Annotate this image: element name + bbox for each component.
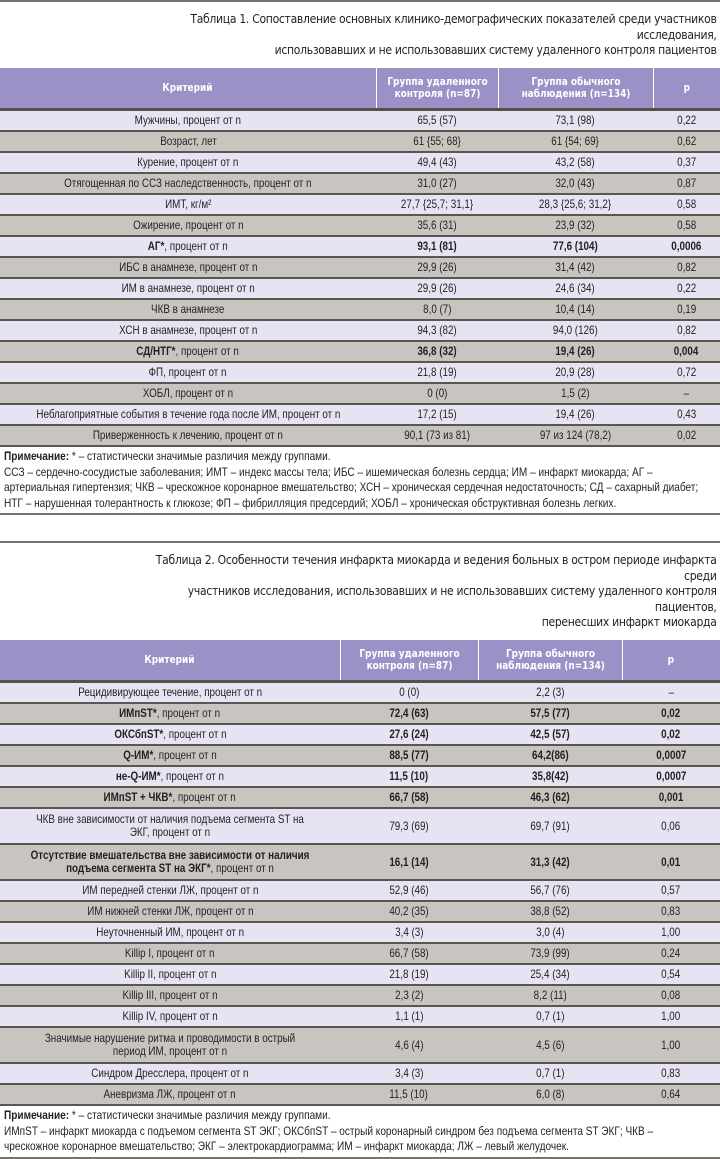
- table-row: [0, 844, 720, 880]
- remote-group-value: 66,7 (58): [340, 787, 478, 808]
- criterion-label: Killip IV, процент от n: [122, 1009, 218, 1023]
- p-value: 0,64: [622, 1084, 720, 1105]
- table1-body: [0, 110, 720, 447]
- criterion-cell: [0, 901, 340, 922]
- table1-header-row: [0, 68, 720, 110]
- criterion-cell: [0, 985, 340, 1006]
- usual-group-value: 73,9 (99): [478, 943, 622, 964]
- remote-group-value: 36,8 (32): [376, 341, 498, 362]
- criterion-bold-label: ОКСбпST*: [113, 727, 163, 741]
- table-row: [0, 682, 720, 704]
- usual-group-value: 25,4 (34): [478, 964, 622, 985]
- remote-group-value: 2,3 (2): [340, 985, 478, 1006]
- table-row: [0, 922, 720, 943]
- remote-group-value: 0 (0): [376, 383, 498, 404]
- usual-group-value: 6,0 (8): [478, 1084, 622, 1105]
- table-row: [0, 278, 720, 299]
- remote-group-value: 40,2 (35): [340, 901, 478, 922]
- criterion-cell: [0, 682, 340, 704]
- usual-group-value: 10,4 (14): [498, 299, 653, 320]
- criterion-cell: [0, 703, 340, 724]
- usual-group-value: 3,0 (4): [478, 922, 622, 943]
- remote-group-value: 4,6 (4): [340, 1027, 478, 1063]
- usual-group-value: 94,0 (126): [498, 320, 653, 341]
- table2-caption: [0, 543, 720, 640]
- p-value: 0,0007: [622, 745, 720, 766]
- p-value: 0,02: [653, 425, 720, 446]
- usual-group-value: 31,4 (42): [498, 257, 653, 278]
- criterion-cell: [0, 341, 376, 362]
- criterion-cell: [0, 922, 340, 943]
- criterion-cell: [0, 766, 340, 787]
- criterion-label: Killip III, процент от n: [122, 988, 218, 1002]
- criterion-cell: [0, 215, 376, 236]
- table-row: [0, 215, 720, 236]
- criterion-label: , процент от n: [172, 790, 237, 804]
- remote-group-value: 52,9 (46): [340, 880, 478, 901]
- criterion-label: , процент от n: [175, 344, 240, 358]
- table-row: [0, 425, 720, 446]
- usual-group-value: 19,4 (26): [498, 404, 653, 425]
- usual-group-value: 32,0 (43): [498, 173, 653, 194]
- criterion-label: ИМ в анамнезе, процент от n: [121, 281, 255, 295]
- remote-group-value: 27,6 (24): [340, 724, 478, 745]
- remote-group-value: 29,9 (26): [376, 257, 498, 278]
- table-row: [0, 901, 720, 922]
- criterion-cell: [0, 425, 376, 446]
- table1-note: [0, 447, 720, 515]
- table-row: [0, 703, 720, 724]
- usual-group-value: 0,7 (1): [478, 1006, 622, 1027]
- table-row: [0, 985, 720, 1006]
- criterion-cell: [0, 152, 376, 173]
- criterion-cell: [0, 787, 340, 808]
- criterion-cell: [0, 362, 376, 383]
- criterion-label: ИМ нижней стенки ЛЖ, процент от n: [86, 904, 254, 918]
- remote-group-value: 29,9 (26): [376, 278, 498, 299]
- p-value: 1,00: [622, 922, 720, 943]
- criterion-label: ЧКВ в анамнезе: [151, 302, 225, 316]
- usual-group-value: 31,3 (42): [478, 844, 622, 880]
- p-value: 0,19: [653, 299, 720, 320]
- criterion-label: Курение, процент от n: [137, 155, 239, 169]
- remote-group-value: 90,1 (73 из 81): [376, 425, 498, 446]
- remote-group-value: 11,5 (10): [340, 766, 478, 787]
- criterion-cell: [0, 236, 376, 257]
- criterion-label: Аневризма ЛЖ, процент от n: [103, 1087, 237, 1101]
- p-value: 0,001: [622, 787, 720, 808]
- header-usual-group: Группа обычного наблюдения (n=134): [498, 68, 653, 110]
- remote-group-value: 49,4 (43): [376, 152, 498, 173]
- remote-group-value: 88,5 (77): [340, 745, 478, 766]
- remote-group-value: 66,7 (58): [340, 943, 478, 964]
- criterion-bold-label: ИМпST*: [119, 706, 158, 720]
- criterion-cell: [0, 383, 376, 404]
- criterion-label: Неуточненный ИМ, процент от n: [96, 925, 244, 939]
- criterion-label: ФП, процент от n: [149, 365, 227, 379]
- table2-note-label: Примечание:: [4, 1108, 70, 1122]
- table-row: [0, 404, 720, 425]
- table-row: [0, 766, 720, 787]
- usual-group-value: 1,5 (2): [498, 383, 653, 404]
- table-row: [0, 943, 720, 964]
- table-row: [0, 131, 720, 152]
- criterion-label: , процент от n: [164, 239, 228, 253]
- remote-group-value: 21,8 (19): [340, 964, 478, 985]
- header-remote-group: Группа удаленного контроля (n=87): [376, 68, 498, 110]
- remote-group-value: 27,7 {25,7; 31,1}: [376, 194, 498, 215]
- table2-note: [0, 1106, 720, 1159]
- usual-group-value: 61 {54; 69}: [498, 131, 653, 152]
- table-row: [0, 173, 720, 194]
- remote-group-value: 21,8 (19): [376, 362, 498, 383]
- table1-caption-line2: использовавших и не использовавших систему удаленного контроля пациентов: [274, 42, 717, 57]
- criterion-label: , процент от n: [160, 769, 225, 783]
- p-value: 1,00: [622, 1027, 720, 1063]
- table-row: [0, 1063, 720, 1084]
- table1-note-abbreviations: ССЗ – сердечно-сосудистые заболевания; ИМТ – индекс массы тела; ИБС – ишемическая болезнь сердца; ИМ – инфаркт миокарда; АГ – артериальная гипертензия; ЧКВ – чрескожное коронарное вмешательство; ХСН – хроническая сердечная недостаточность; СД – сахарный диабет; НТГ – нарушенная толерантность к глюкозе; ФП – фибрилляция предсердий; ХОБЛ – хроническая обструктивная болезнь легких.: [4, 464, 699, 510]
- criterion-label: Мужчины, процент от n: [134, 113, 242, 127]
- criterion-cell: [0, 745, 340, 766]
- p-value: 0,87: [653, 173, 720, 194]
- header-criterion: Критерий: [0, 68, 376, 110]
- usual-group-value: 38,8 (52): [478, 901, 622, 922]
- remote-group-value: 0 (0): [340, 682, 478, 704]
- table-row: [0, 808, 720, 844]
- remote-group-value: 94,3 (82): [376, 320, 498, 341]
- remote-group-value: 35,6 (31): [376, 215, 498, 236]
- criterion-label: , процент от n: [210, 861, 274, 875]
- p-value: 0,0006: [653, 236, 720, 257]
- table-row: [0, 362, 720, 383]
- usual-group-value: 57,5 (77): [478, 703, 622, 724]
- table-row: [0, 383, 720, 404]
- table-row: [0, 341, 720, 362]
- header-criterion: Критерий: [0, 640, 340, 682]
- p-value: 0,02: [622, 703, 720, 724]
- criterion-bold-label: Отсутствие вмешательства вне зависимости от наличия подъема сегмента ST на ЭКГ*: [30, 848, 310, 875]
- usual-group-value: 73,1 (98): [498, 110, 653, 132]
- remote-group-value: 72,4 (63): [340, 703, 478, 724]
- criterion-label: Приверженность к лечению, процент от n: [92, 428, 284, 442]
- table-row: [0, 1027, 720, 1063]
- remote-group-value: 79,3 (69): [340, 808, 478, 844]
- usual-group-value: 19,4 (26): [498, 341, 653, 362]
- criterion-label: Возраст, лет: [159, 134, 217, 148]
- usual-group-value: 64,2(86): [478, 745, 622, 766]
- remote-group-value: 16,1 (14): [340, 844, 478, 880]
- remote-group-value: 31,0 (27): [376, 173, 498, 194]
- p-value: 0,22: [653, 110, 720, 132]
- usual-group-value: 69,7 (91): [478, 808, 622, 844]
- criterion-cell: [0, 724, 340, 745]
- criterion-label: Отягощенная по ССЗ наследственность, процент от n: [64, 176, 312, 190]
- table-row: [0, 964, 720, 985]
- remote-group-value: 93,1 (81): [376, 236, 498, 257]
- criterion-label: Killip I, процент от n: [125, 946, 215, 960]
- criterion-cell: [0, 844, 340, 880]
- criterion-bold-label: СД/НТГ*: [136, 344, 176, 358]
- table2-note-text: * – статистически значимые различия между группами.: [69, 1108, 331, 1122]
- criterion-label: ИМТ, кг/м²: [164, 197, 212, 211]
- criterion-bold-label: Q-ИМ*: [123, 748, 154, 762]
- table-row: [0, 194, 720, 215]
- table2-caption-line3: перенесших инфаркт миокарда: [541, 614, 717, 629]
- table2-note-abbreviations: ИМпST – инфаркт миокарда с подъемом сегмента ST ЭКГ; ОКСбпST – острый коронарный синдром без подъема сегмента ST ЭКГ; ЧКВ – чрескожное коронарное вмешательство; ЭКГ – электрокардиограмма; ИМ – инфаркт миокарда; ЛЖ – левый желудочек.: [4, 1123, 654, 1153]
- criterion-cell: [0, 194, 376, 215]
- usual-group-value: 56,7 (76): [478, 880, 622, 901]
- remote-group-value: 17,2 (15): [376, 404, 498, 425]
- header-remote-group: Группа удаленного контроля (n=87): [340, 640, 478, 682]
- usual-group-value: 28,3 {25,6; 31,2}: [498, 194, 653, 215]
- usual-group-value: 4,5 (6): [478, 1027, 622, 1063]
- header-p-value: р: [622, 640, 720, 682]
- table2-header-row: [0, 640, 720, 682]
- usual-group-value: 42,5 (57): [478, 724, 622, 745]
- p-value: 0,54: [622, 964, 720, 985]
- criterion-bold-label: АГ*: [148, 239, 165, 253]
- criterion-cell: [0, 943, 340, 964]
- criterion-label: Рецидивирующее течение, процент от n: [78, 685, 262, 699]
- table-row: [0, 299, 720, 320]
- remote-group-value: 61 {55; 68}: [376, 131, 498, 152]
- criterion-label: ИБС в анамнезе, процент от n: [118, 260, 258, 274]
- remote-group-value: 8,0 (7): [376, 299, 498, 320]
- p-value: 0,06: [622, 808, 720, 844]
- table1-caption-line1: Таблица 1. Сопоставление основных клинико-демографических показателей среди участников исследования,: [190, 11, 717, 42]
- table-row: [0, 787, 720, 808]
- usual-group-value: 23,9 (32): [498, 215, 653, 236]
- p-value: 0,82: [653, 257, 720, 278]
- table1-note-label: Примечание:: [4, 449, 70, 463]
- spacer: [0, 515, 720, 541]
- p-value: 0,58: [653, 215, 720, 236]
- criterion-cell: [0, 110, 376, 132]
- usual-group-value: 77,6 (104): [498, 236, 653, 257]
- usual-group-value: 35,8(42): [478, 766, 622, 787]
- table-row: [0, 745, 720, 766]
- p-value: –: [622, 682, 720, 704]
- criterion-label: , процент от n: [162, 727, 227, 741]
- table-row: [0, 257, 720, 278]
- criterion-cell: [0, 880, 340, 901]
- table1: [0, 68, 720, 448]
- usual-group-value: 46,3 (62): [478, 787, 622, 808]
- p-value: 0,62: [653, 131, 720, 152]
- p-value: 0,24: [622, 943, 720, 964]
- p-value: 0,83: [622, 1063, 720, 1084]
- criterion-label: Ожирение, процент от n: [132, 218, 244, 232]
- criterion-bold-label: не-Q-ИМ*: [115, 769, 161, 783]
- table-row: [0, 320, 720, 341]
- criterion-cell: [0, 1084, 340, 1105]
- remote-group-value: 3,4 (3): [340, 922, 478, 943]
- criterion-cell: [0, 1027, 340, 1063]
- p-value: 0,72: [653, 362, 720, 383]
- p-value: 0,08: [622, 985, 720, 1006]
- table1-note-text: * – статистически значимые различия между группами.: [69, 449, 331, 463]
- p-value: 0,82: [653, 320, 720, 341]
- criterion-label: ИМ передней стенки ЛЖ, процент от n: [81, 883, 259, 897]
- usual-group-value: 97 из 124 (78,2): [498, 425, 653, 446]
- p-value: 0,02: [622, 724, 720, 745]
- p-value: 0,0007: [622, 766, 720, 787]
- header-p-value: р: [653, 68, 720, 110]
- p-value: 0,37: [653, 152, 720, 173]
- criterion-cell: [0, 808, 340, 844]
- criterion-cell: [0, 1063, 340, 1084]
- criterion-cell: [0, 257, 376, 278]
- p-value: 0,57: [622, 880, 720, 901]
- criterion-label: , процент от n: [153, 748, 217, 762]
- table-row: [0, 110, 720, 132]
- criterion-cell: [0, 404, 376, 425]
- table-row: [0, 236, 720, 257]
- p-value: 0,01: [622, 844, 720, 880]
- table2: [0, 640, 720, 1107]
- header-usual-group: Группа обычного наблюдения (n=134): [478, 640, 622, 682]
- usual-group-value: 43,2 (58): [498, 152, 653, 173]
- usual-group-value: 0,7 (1): [478, 1063, 622, 1084]
- usual-group-value: 20,9 (28): [498, 362, 653, 383]
- table2-caption-line2: участников исследования, использовавших и не использовавших систему удаленного контроля пациентов,: [187, 583, 717, 614]
- criterion-label: ХСН в анамнезе, процент от n: [118, 323, 258, 337]
- criterion-label: Неблагоприятные события в течение года после ИМ, процент от n: [36, 407, 340, 421]
- table-row: [0, 152, 720, 173]
- usual-group-value: 24,6 (34): [498, 278, 653, 299]
- remote-group-value: 3,4 (3): [340, 1063, 478, 1084]
- p-value: 1,00: [622, 1006, 720, 1027]
- criterion-cell: [0, 964, 340, 985]
- criterion-label: , процент от n: [157, 706, 221, 720]
- remote-group-value: 1,1 (1): [340, 1006, 478, 1027]
- criterion-label: Синдром Дресслера, процент от n: [91, 1066, 249, 1080]
- p-value: –: [653, 383, 720, 404]
- usual-group-value: 8,2 (11): [478, 985, 622, 1006]
- p-value: 0,004: [653, 341, 720, 362]
- criterion-cell: [0, 299, 376, 320]
- criterion-cell: [0, 131, 376, 152]
- table-row: [0, 1084, 720, 1105]
- criterion-label: ХОБЛ, процент от n: [142, 386, 234, 400]
- criterion-label: ЧКВ вне зависимости от наличия подъема сегмента ST на ЭКГ, процент от n: [36, 812, 304, 839]
- criterion-label: Значимые нарушение ритма и проводимости в острый период ИМ, процент от n: [44, 1031, 296, 1058]
- p-value: 0,22: [653, 278, 720, 299]
- table-row: [0, 880, 720, 901]
- remote-group-value: 65,5 (57): [376, 110, 498, 132]
- remote-group-value: 11,5 (10): [340, 1084, 478, 1105]
- table2-caption-line1: Таблица 2. Особенности течения инфаркта миокарда и ведения больных в остром периоде инфаркта среди: [155, 552, 717, 583]
- p-value: 0,43: [653, 404, 720, 425]
- criterion-cell: [0, 320, 376, 341]
- criterion-bold-label: ИМпST + ЧКВ*: [103, 790, 173, 804]
- criterion-cell: [0, 173, 376, 194]
- p-value: 0,83: [622, 901, 720, 922]
- table2-body: [0, 682, 720, 1106]
- table-row: [0, 724, 720, 745]
- p-value: 0,58: [653, 194, 720, 215]
- criterion-cell: [0, 278, 376, 299]
- usual-group-value: 2,2 (3): [478, 682, 622, 704]
- table1-caption: [0, 2, 720, 68]
- criterion-label: Killip II, процент от n: [123, 967, 217, 981]
